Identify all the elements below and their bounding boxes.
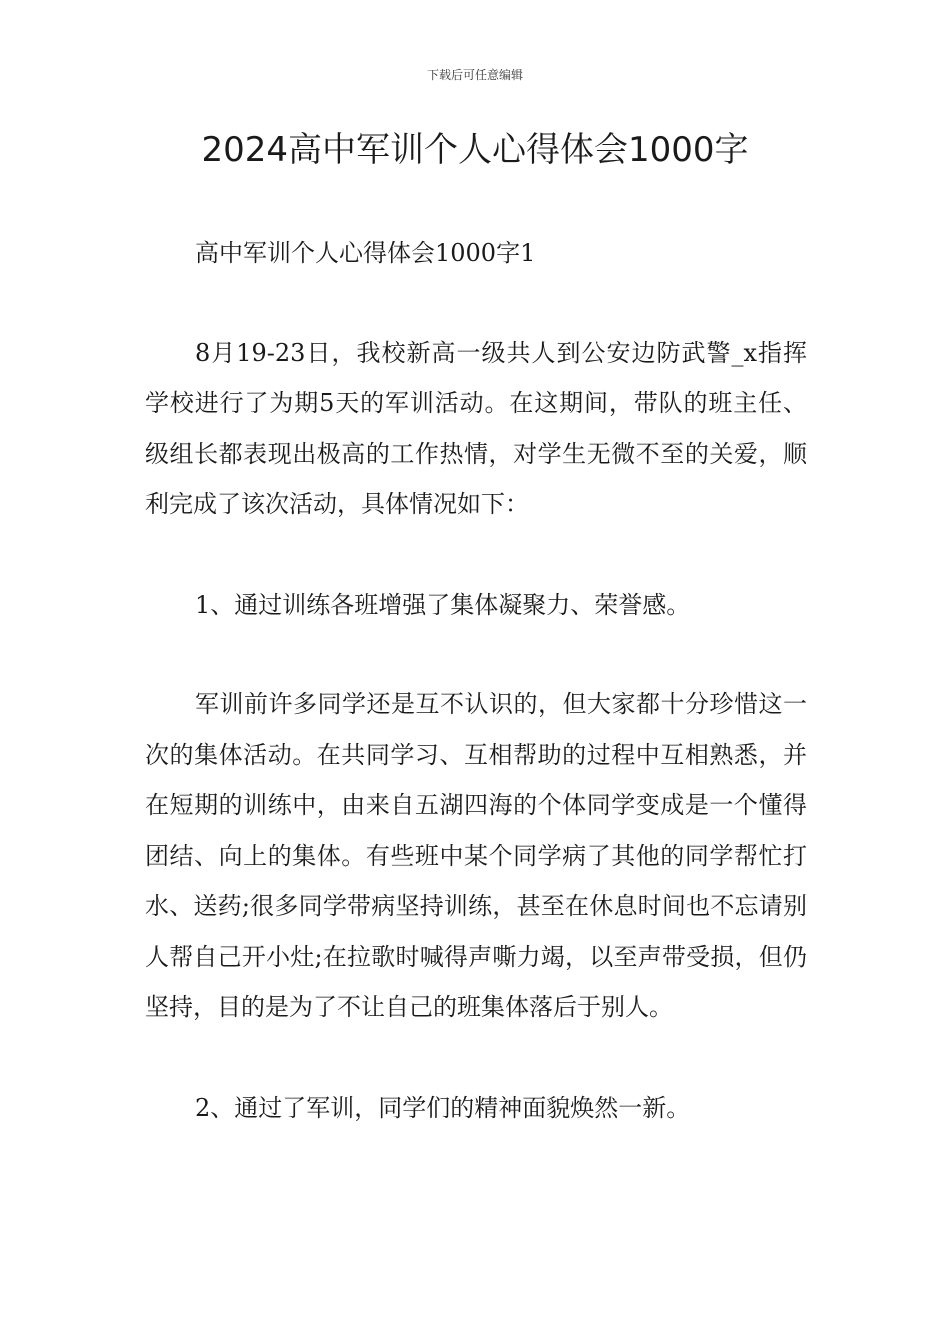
point-heading-2: 2、通过了军训，同学们的精神面貌焕然一新。 bbox=[195, 1093, 691, 1122]
document-body bbox=[145, 228, 807, 1133]
header-note: 下载后可任意编辑 bbox=[426, 68, 523, 82]
paragraph-intro: 8月19-23日，我校新高一级共人到公安边防武警_x指挥学校进行了为期5天的军训活动。在这期间，带队的班主任、级组长都表现出极高的工作热情，对学生无微不至的关爱，顺利完成了该次活动，具体情况如下： bbox=[145, 338, 807, 518]
section-subtitle: 高中军训个人心得体会1000字1 bbox=[195, 239, 536, 267]
document-title: 2024高中军训个人心得体会1000字 bbox=[201, 130, 749, 170]
point-heading-1: 1、通过训练各班增强了集体凝聚力、荣誉感。 bbox=[195, 590, 691, 619]
paragraph-point-1: 军训前许多同学还是互不认识的，但大家都十分珍惜这一次的集体活动。在共同学习、互相帮助的过程中互相熟悉，并在短期的训练中，由来自五湖四海的个体同学变成是一个懂得团结、向上的集体。有些班中某个同学病了其他的同学帮忙打水、送药;很多同学带病坚持训练，甚至在休息时间也不忘请别人帮自己开小灶;在拉歌时喊得声嘶力竭，以至声带受损，但仍坚持，目的是为了不让自己的班集体落后于别人。 bbox=[145, 690, 807, 1021]
